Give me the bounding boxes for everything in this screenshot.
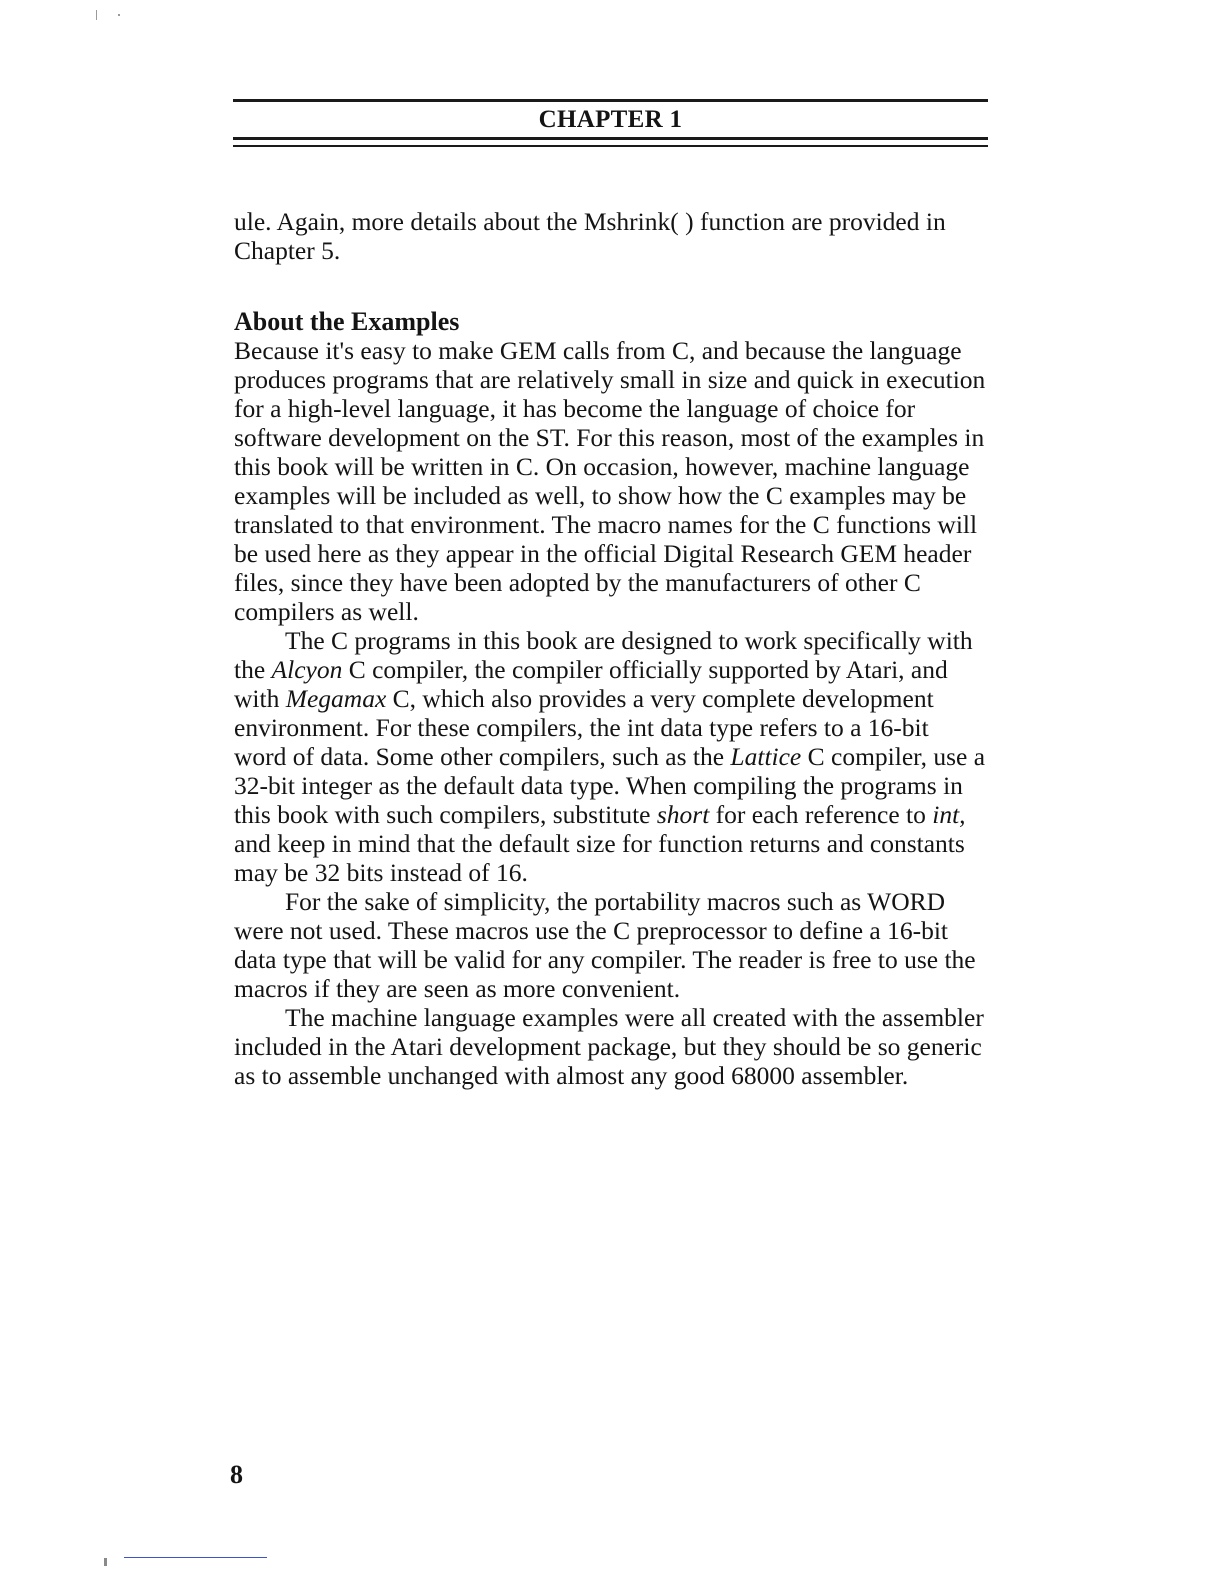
type-name-int: int, — [932, 800, 966, 829]
paragraph-2 — [234, 626, 986, 887]
header-bottom-rule — [233, 137, 988, 140]
scan-artifact — [104, 1558, 107, 1566]
chapter-title: CHAPTER 1 — [538, 106, 683, 133]
paragraph-3: For the sake of simplicity, the portability macros such as WORD were not used. These macros use the C preprocessor to define a 16-bit data type that will be valid for any compiler. The reader is free to use the macros if they are seen as more convenient. — [234, 887, 976, 1003]
paragraph-2-text: C compiler, use a 32-bit integer as the default data type. When compiling the programs in this book with such compilers, substitute — [234, 742, 986, 829]
continuation-paragraph: ule. Again, more details about the Mshrink( ) function are provided in Chapter 5. — [234, 207, 946, 265]
paragraph-2-text: C, which also provides a very complete development environment. For these compilers, the int data type refers to a 16-bit word of data. Some other compilers, such as the — [234, 684, 934, 771]
paragraph-1: Because it's easy to make GEM calls from C, and because the language produces programs that are relatively small in size and quick in execution for a high-level language, it has become the language of choice for software development on the ST. For this reason, most of the examples in this book will be written in C. On occasion, however, machine language examples will be included as well, to show how the C examples may be translated to that environment. The macro names for the C functions will be used here as they appear in the official Digital Research GEM header files, since they have been adopted by the manufacturers of other C compilers as well. — [234, 336, 986, 626]
paragraph-2-text: C compiler, the compiler officially supported by Atari, and with — [234, 655, 948, 713]
paragraph-2-text: for each reference to — [709, 800, 933, 829]
paragraph-2-text: The C programs in this book are designed to work specifically with the — [234, 626, 973, 684]
header-top-rule — [233, 99, 988, 102]
compiler-name-alcyon: Alcyon — [271, 655, 343, 684]
header-bottom-rule-second — [233, 145, 988, 147]
page-body — [234, 207, 986, 1090]
chapter-header — [233, 99, 988, 147]
scan-underline-artifact — [124, 1557, 267, 1558]
compiler-name-megamax: Megamax — [285, 684, 387, 713]
scan-artifact — [118, 14, 120, 16]
scan-artifact — [96, 10, 97, 20]
paragraph-2-text: and keep in mind that the default size for function returns and constants may be 32 bits instead of 16. — [234, 829, 965, 887]
paragraph-4: The machine language examples were all created with the assembler included in the Atari development package, but they should be so generic as to assemble unchanged with almost any good 68000 assembler. — [234, 1003, 984, 1090]
section-heading: About the Examples — [234, 307, 460, 336]
compiler-name-lattice: Lattice — [730, 742, 802, 771]
type-name-short: short — [656, 800, 710, 829]
page-number: 8 — [230, 1460, 243, 1489]
